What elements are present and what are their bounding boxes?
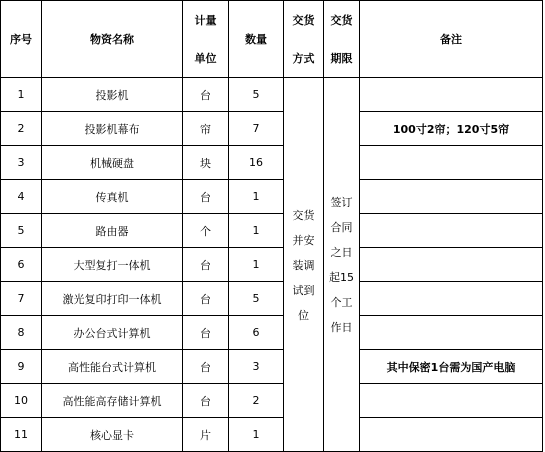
- cell-qty: 7: [229, 112, 284, 146]
- header-unit-line: 单位: [194, 52, 217, 65]
- cell-unit: 块: [183, 146, 229, 180]
- cell-remark: 100寸2帘；120寸5帘: [360, 112, 543, 146]
- header-delivery-period-line: 交货: [330, 14, 353, 27]
- delivery-method-line: 装调: [292, 258, 315, 272]
- cell-qty: 1: [229, 180, 284, 214]
- header-delivery-method-line: 方式: [292, 52, 315, 65]
- cell-qty: 2: [229, 384, 284, 418]
- cell-unit: 台: [183, 78, 229, 112]
- header-delivery-period-line: 期限: [330, 52, 353, 65]
- cell-name: 路由器: [42, 214, 183, 248]
- cell-name: 激光复印打印一体机: [42, 282, 183, 316]
- cell-no: 1: [1, 78, 42, 112]
- header-name: 物资名称: [42, 1, 183, 78]
- delivery-method-stack: [284, 207, 323, 323]
- table-row: [1, 78, 543, 112]
- cell-remark: [360, 316, 543, 350]
- cell-remark: [360, 78, 543, 112]
- delivery-period-line: 起15: [329, 271, 354, 284]
- header-qty: 数量: [229, 1, 284, 78]
- header-unit-line: 计量: [194, 14, 217, 27]
- cell-unit: 个: [183, 214, 229, 248]
- cell-qty: 16: [229, 146, 284, 180]
- cell-remark: [360, 282, 543, 316]
- cell-no: 2: [1, 112, 42, 146]
- table-row: [1, 146, 543, 180]
- cell-delivery-period: [324, 78, 360, 452]
- header-remark: 备注: [360, 1, 543, 78]
- cell-qty: 1: [229, 418, 284, 452]
- cell-unit: 台: [183, 316, 229, 350]
- delivery-method-line: 试到: [292, 283, 315, 297]
- cell-name: 机械硬盘: [42, 146, 183, 180]
- header-unit: [183, 1, 229, 78]
- cell-remark: 其中保密1台需为国产电脑: [360, 350, 543, 384]
- table-row: [1, 316, 543, 350]
- header-delivery-method: [284, 1, 324, 78]
- delivery-period-stack: [324, 194, 359, 335]
- delivery-period-line: 合同: [330, 221, 353, 234]
- cell-name: 核心显卡: [42, 418, 183, 452]
- cell-remark: [360, 180, 543, 214]
- cell-name: 高性能台式计算机: [42, 350, 183, 384]
- cell-no: 7: [1, 282, 42, 316]
- cell-no: 9: [1, 350, 42, 384]
- cell-no: 5: [1, 214, 42, 248]
- cell-no: 3: [1, 146, 42, 180]
- cell-qty: 1: [229, 214, 284, 248]
- table-row: [1, 248, 543, 282]
- cell-remark: [360, 214, 543, 248]
- cell-qty: 1: [229, 248, 284, 282]
- cell-unit: 台: [183, 282, 229, 316]
- table-row: [1, 350, 543, 384]
- cell-unit: 台: [183, 248, 229, 282]
- cell-name: 传真机: [42, 180, 183, 214]
- cell-name: 投影机: [42, 78, 183, 112]
- table-row: [1, 180, 543, 214]
- cell-remark: [360, 146, 543, 180]
- cell-qty: 3: [229, 350, 284, 384]
- cell-no: 10: [1, 384, 42, 418]
- table-row: [1, 112, 543, 146]
- table-row: [1, 282, 543, 316]
- cell-qty: 6: [229, 316, 284, 350]
- delivery-period-line: 之日: [330, 246, 353, 259]
- cell-remark: [360, 384, 543, 418]
- cell-qty: 5: [229, 78, 284, 112]
- cell-name: 大型复打一体机: [42, 248, 183, 282]
- header-no: 序号: [1, 1, 42, 78]
- cell-no: 11: [1, 418, 42, 452]
- cell-name: 投影机幕布: [42, 112, 183, 146]
- cell-unit: 台: [183, 180, 229, 214]
- table-row: [1, 214, 543, 248]
- cell-unit: 片: [183, 418, 229, 452]
- cell-name: 高性能高存储计算机: [42, 384, 183, 418]
- cell-no: 6: [1, 248, 42, 282]
- header-delivery-method-line: 交货: [292, 14, 315, 27]
- delivery-method-line: 位: [298, 308, 309, 322]
- cell-qty: 5: [229, 282, 284, 316]
- cell-no: 4: [1, 180, 42, 214]
- cell-remark: [360, 248, 543, 282]
- cell-unit: 台: [183, 350, 229, 384]
- delivery-method-line: 并安: [292, 233, 315, 247]
- cell-delivery-method: [284, 78, 324, 452]
- cell-unit: 台: [183, 384, 229, 418]
- cell-remark: [360, 418, 543, 452]
- delivery-period-line: 个工: [330, 296, 353, 309]
- header-delivery-period: [324, 1, 360, 78]
- delivery-period-line: 作日: [330, 321, 353, 334]
- table-row: [1, 384, 543, 418]
- cell-unit: 帘: [183, 112, 229, 146]
- cell-name: 办公台式计算机: [42, 316, 183, 350]
- delivery-method-line: 交货: [292, 208, 315, 222]
- delivery-period-line: 签订: [330, 196, 353, 209]
- header-row: [1, 1, 543, 78]
- cell-no: 8: [1, 316, 42, 350]
- table-row: [1, 418, 543, 452]
